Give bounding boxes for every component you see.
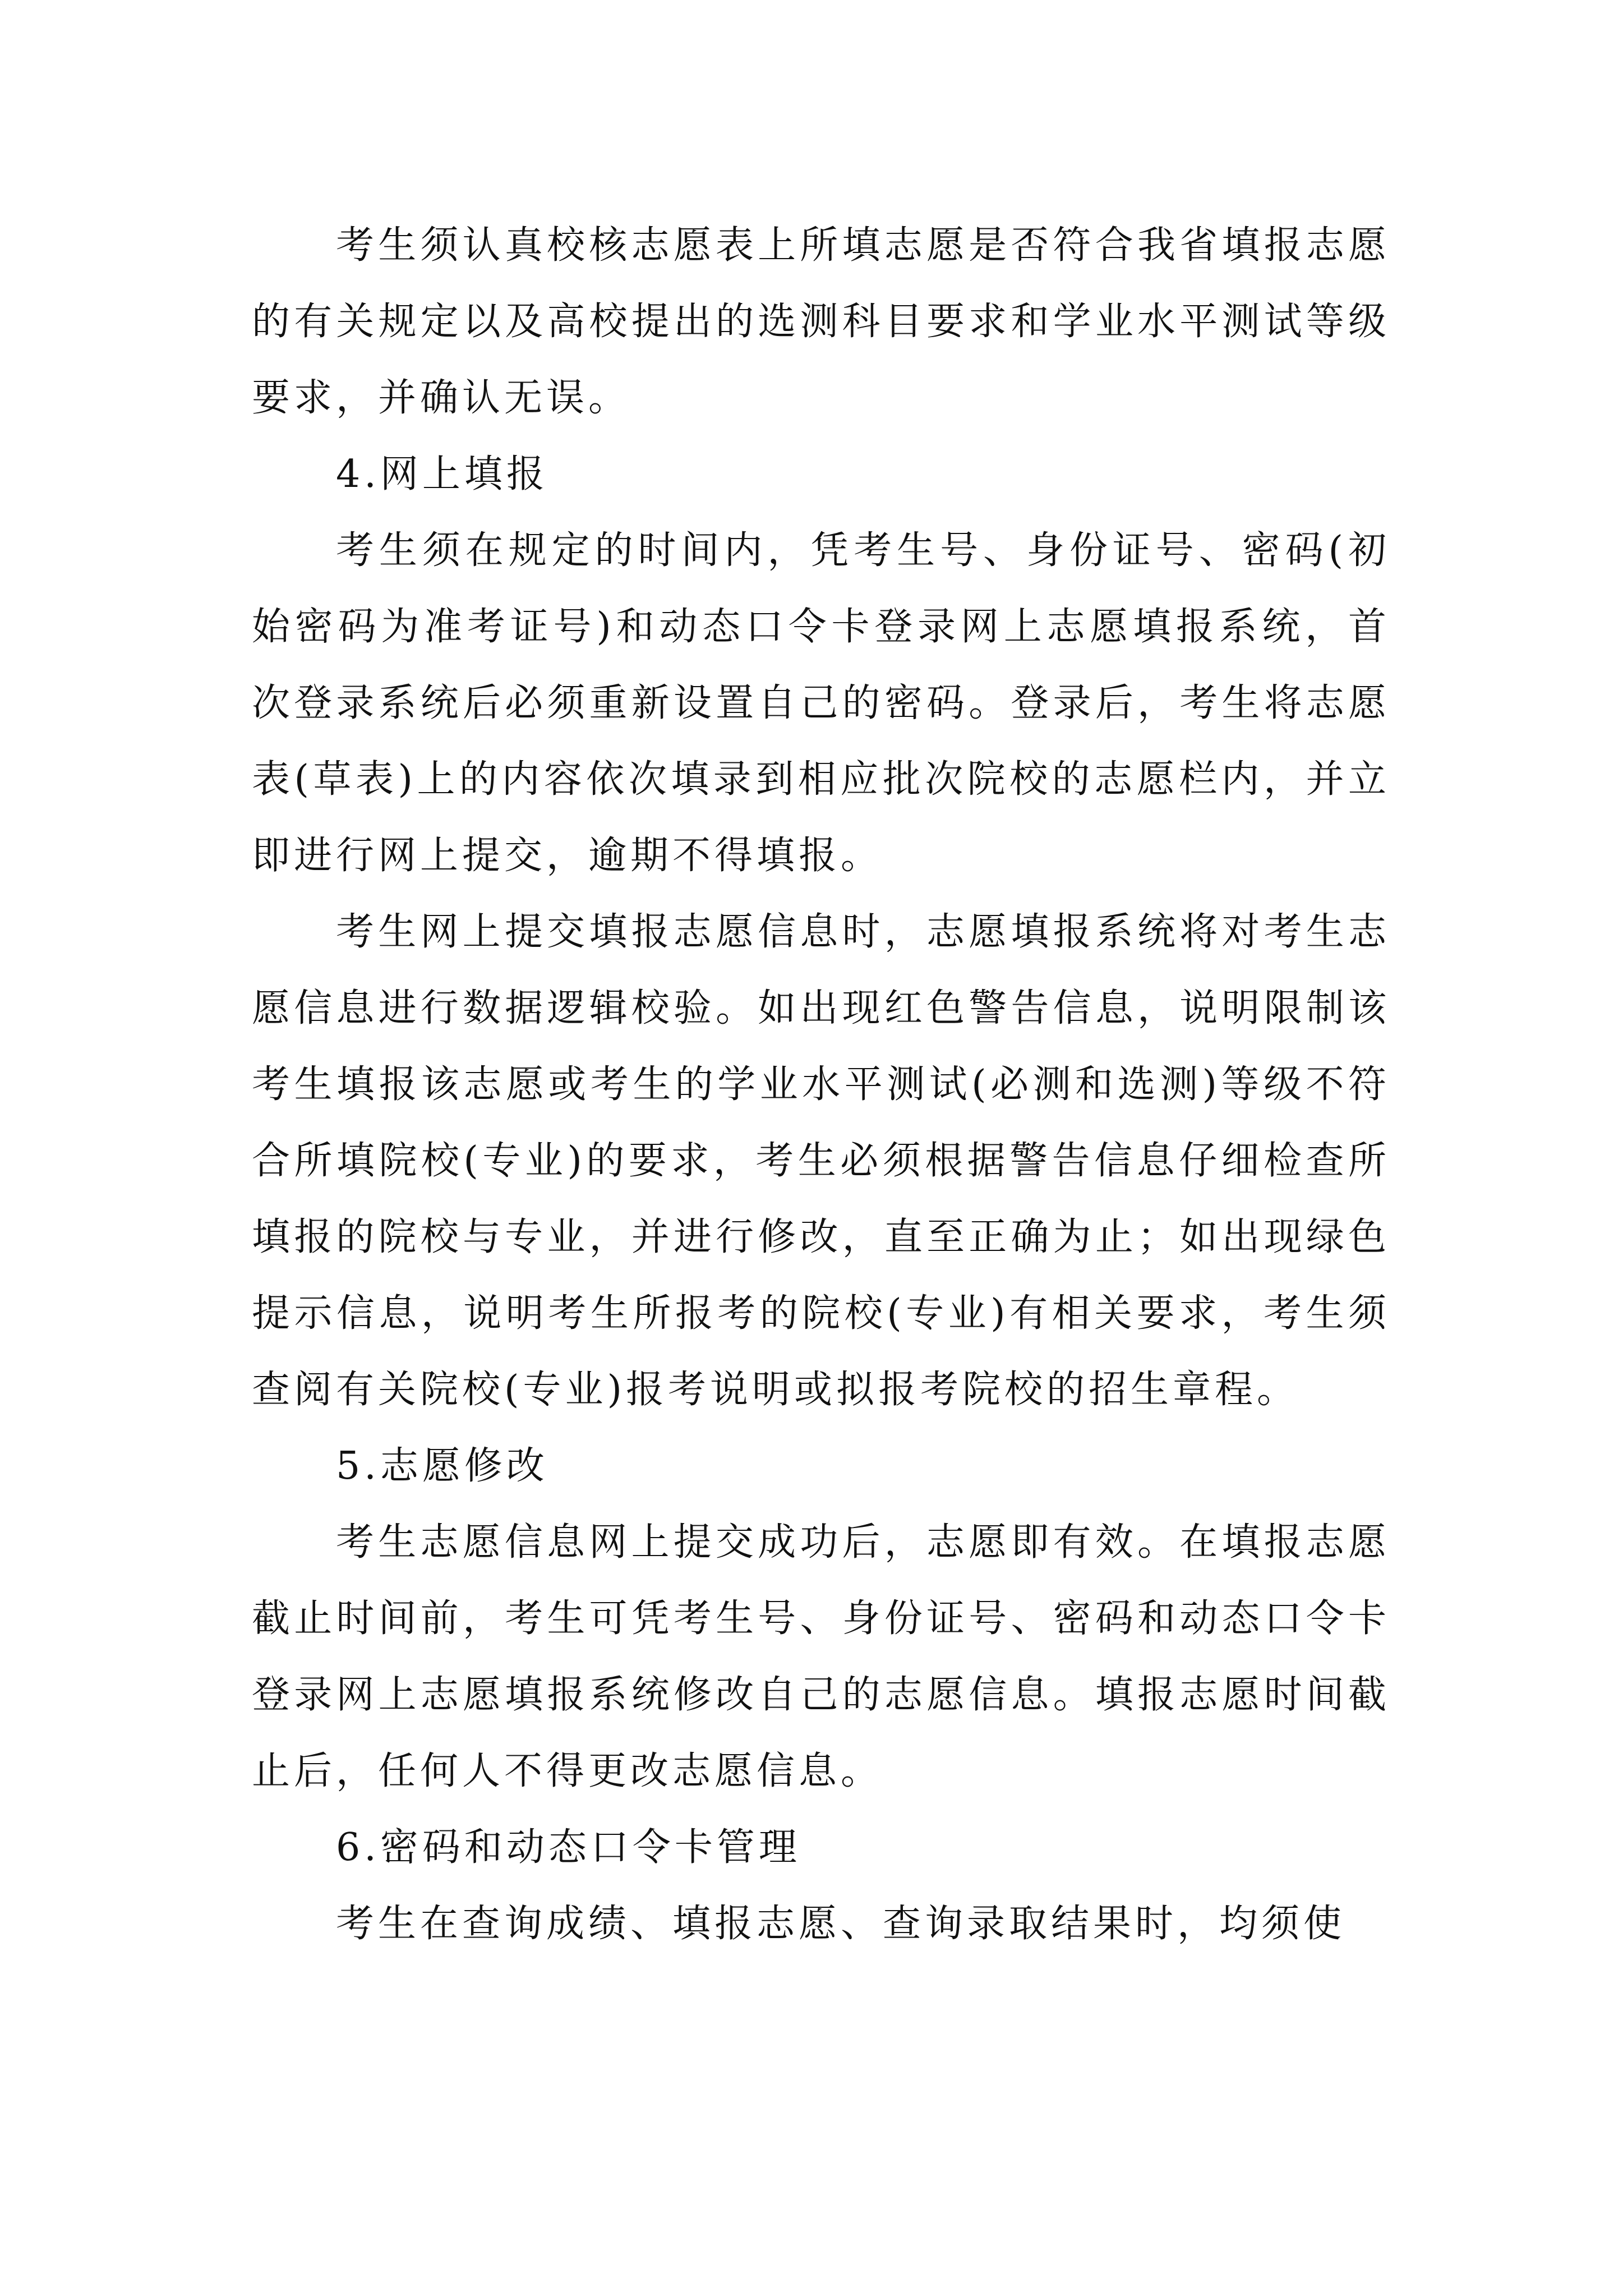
paragraph-verify-form: 考生须认真校核志愿表上所填志愿是否符合我省填报志愿的有关规定以及高校提出的选测科目要求和学业水平测试等级要求，并确认无误。: [252, 223, 1390, 420]
paragraph-password-management: 考生在查询成绩、填报志愿、查询录取结果时，均须使: [336, 1902, 1346, 1946]
section-heading-password-management: 6.密码和动态口令卡管理: [336, 1825, 801, 1870]
paragraph-modification: 考生志愿信息网上提交成功后，志愿即有效。在填报志愿截止时间前，考生可凭考生号、身份证号、密码和动态口令卡登录网上志愿填报系统修改自己的志愿信息。填报志愿时间截止后，任何人不得更改志愿信息。: [252, 1520, 1390, 1793]
section-heading-online-filing: 4.网上填报: [336, 452, 548, 496]
paragraph-online-filing: 考生须在规定的时间内，凭考生号、身份证号、密码(初始密码为准考证号)和动态口令卡登录网上志愿填报系统，首次登录系统后必须重新设置自己的密码。登录后，考生将志愿表(草表)上的内容依次填录到相应批次院校的志愿栏内，并立即进行网上提交，逾期不得填报。: [252, 528, 1390, 878]
document-body: [252, 208, 1390, 1962]
section-heading-modification: 5.志愿修改: [336, 1444, 548, 1488]
paragraph-validation: 考生网上提交填报志愿信息时，志愿填报系统将对考生志愿信息进行数据逻辑校验。如出现红色警告信息，说明限制该考生填报该志愿或考生的学业水平测试(必测和选测)等级不符合所填院校(专业)的要求，考生必须根据警告信息仔细检查所填报的院校与专业，并进行修改，直至正确为止；如出现绿色提示信息，说明考生所报考的院校(专业)有相关要求，考生须查阅有关院校(专业)报考说明或拟报考院校的招生章程。: [252, 910, 1390, 1412]
